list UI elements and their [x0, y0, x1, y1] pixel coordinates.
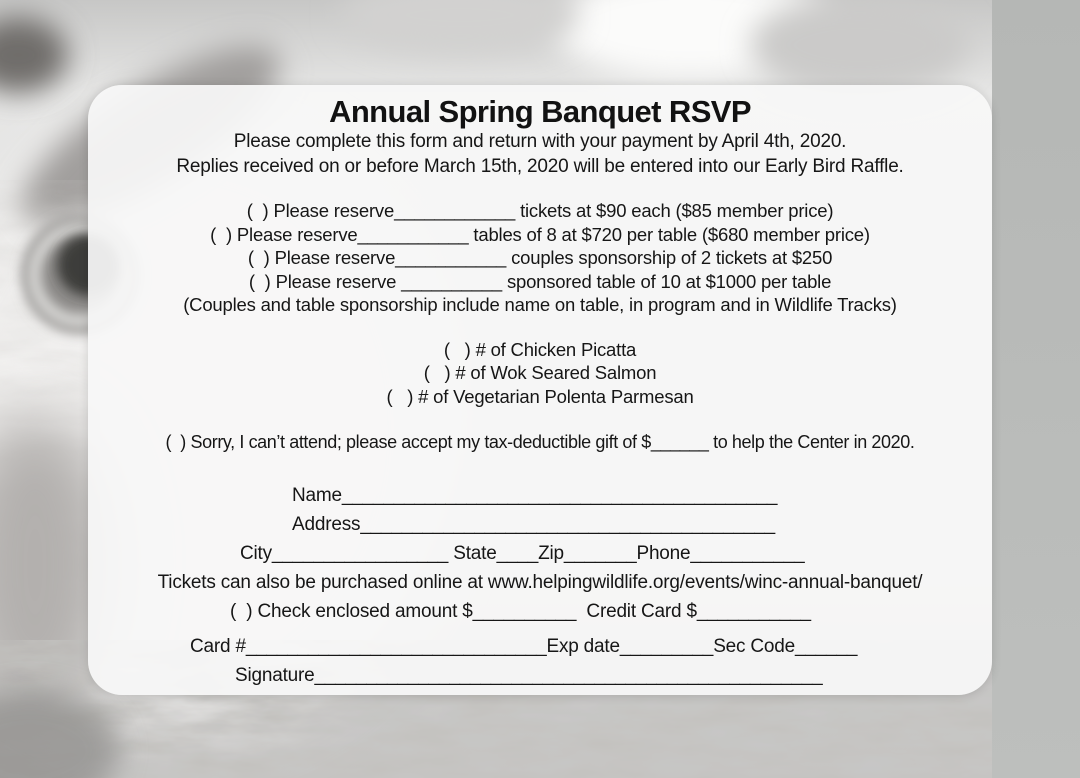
reserve-detail: tables of 8 at $720 per table ($680 member price): [468, 223, 870, 245]
reserve-label: Please reserve: [270, 270, 402, 292]
gift-amount-blank: ______: [650, 432, 709, 452]
reserve-couples-row: [88, 246, 992, 270]
intro-line-1: Please complete this form and return with your payment by April 4th, 2020.: [233, 131, 847, 152]
card-number-label: Card #: [190, 636, 246, 657]
meal-label: # of Wok Seared Salmon: [450, 362, 657, 383]
quantity-blank: __________: [401, 270, 502, 292]
reserve-detail: couples sponsorship of 2 tickets at $250: [506, 247, 833, 268]
exp-date-label: Exp date: [546, 636, 620, 657]
city-blank: _________________: [271, 543, 449, 564]
quantity-blank: ___________: [357, 223, 469, 245]
reserve-tables-row: [88, 223, 992, 247]
form-title: Annual Spring Banquet RSVP: [329, 94, 751, 129]
reserve-detail: tickets at $90 each ($85 member price): [515, 200, 834, 221]
decline-row: [88, 430, 992, 454]
checkbox-mark: ( ): [423, 362, 451, 383]
sec-code-blank: ______: [795, 636, 858, 657]
signature-label: Signature: [235, 665, 315, 686]
check-amount-label: Check enclosed amount $: [252, 601, 473, 622]
credit-card-label: Credit Card $: [576, 601, 697, 622]
checkbox-mark: ( ): [230, 601, 253, 622]
address-blank: ________________________________________: [360, 514, 775, 535]
signature-row: [88, 661, 992, 690]
state-blank: ____: [496, 543, 539, 564]
zip-label: Zip: [538, 543, 564, 564]
zip-blank: _______: [563, 543, 637, 564]
decline-suffix: to help the Center in 2020.: [708, 432, 915, 452]
reserve-tickets-row: [88, 199, 992, 223]
reserve-label: Please reserve: [231, 223, 358, 245]
check-amount-blank: __________: [472, 601, 577, 622]
checkbox-mark: ( ): [386, 385, 414, 407]
intro-section: [88, 129, 992, 179]
credit-card-blank: ___________: [696, 601, 811, 622]
checkbox-mark: ( ): [246, 200, 269, 221]
meal-chicken-row: [88, 338, 992, 362]
contact-payment-section: [88, 481, 992, 690]
checkbox-mark: ( ): [443, 338, 471, 360]
name-blank: __________________________________________: [341, 485, 778, 506]
checkbox-mark: ( ): [210, 223, 232, 245]
exp-date-blank: _________: [619, 636, 714, 657]
quantity-blank: ____________: [394, 200, 516, 221]
sponsorship-note: (Couples and table sponsorship include name on table, in program and in Wildlife Tracks): [183, 294, 897, 315]
address-row: [88, 510, 992, 539]
name-label: Name: [292, 485, 342, 506]
city-state-zip-phone-row: [88, 539, 992, 568]
signature-blank: _________________________________________________: [314, 665, 823, 686]
online-purchase-line: Tickets can also be purchased online at www.helpingwildlife.org/events/winc-annual-banquet/: [157, 572, 923, 593]
reservation-options-section: [88, 199, 992, 317]
intro-line-2: Replies received on or before March 15th, 2020 will be entered into our Early Bird Raffle.: [176, 156, 904, 177]
reserve-sponsored-row: [88, 270, 992, 294]
phone-blank: ___________: [690, 543, 805, 564]
reserve-label: Please reserve: [269, 247, 396, 268]
reserve-label: Please reserve: [268, 200, 395, 221]
state-label: State: [448, 543, 497, 564]
card-number-blank: _____________________________: [245, 636, 547, 657]
checkbox-mark: ( ): [165, 432, 186, 452]
meal-vegetarian-row: [88, 385, 992, 409]
right-gray-band: [992, 0, 1080, 778]
phone-label: Phone: [636, 543, 691, 564]
city-label: City: [240, 543, 272, 564]
payment-method-row: [88, 597, 992, 626]
sec-code-label: Sec Code: [713, 636, 796, 657]
rsvp-card: [88, 85, 992, 695]
checkbox-mark: ( ): [248, 270, 271, 292]
meal-label: # of Vegetarian Polenta Parmesan: [413, 385, 694, 407]
reserve-detail: sponsored table of 10 at $1000 per table: [502, 270, 832, 292]
decline-text: Sorry, I can’t attend; please accept my tax-deductible gift of $: [185, 432, 651, 452]
meal-label: # of Chicken Picatta: [470, 338, 637, 360]
decline-section: [88, 430, 992, 454]
card-number-row: [88, 632, 992, 661]
checkbox-mark: ( ): [247, 247, 270, 268]
quantity-blank: ___________: [395, 247, 507, 268]
meal-salmon-row: [88, 361, 992, 385]
meal-choice-section: [88, 338, 992, 409]
name-row: [88, 481, 992, 510]
address-label: Address: [292, 514, 361, 535]
